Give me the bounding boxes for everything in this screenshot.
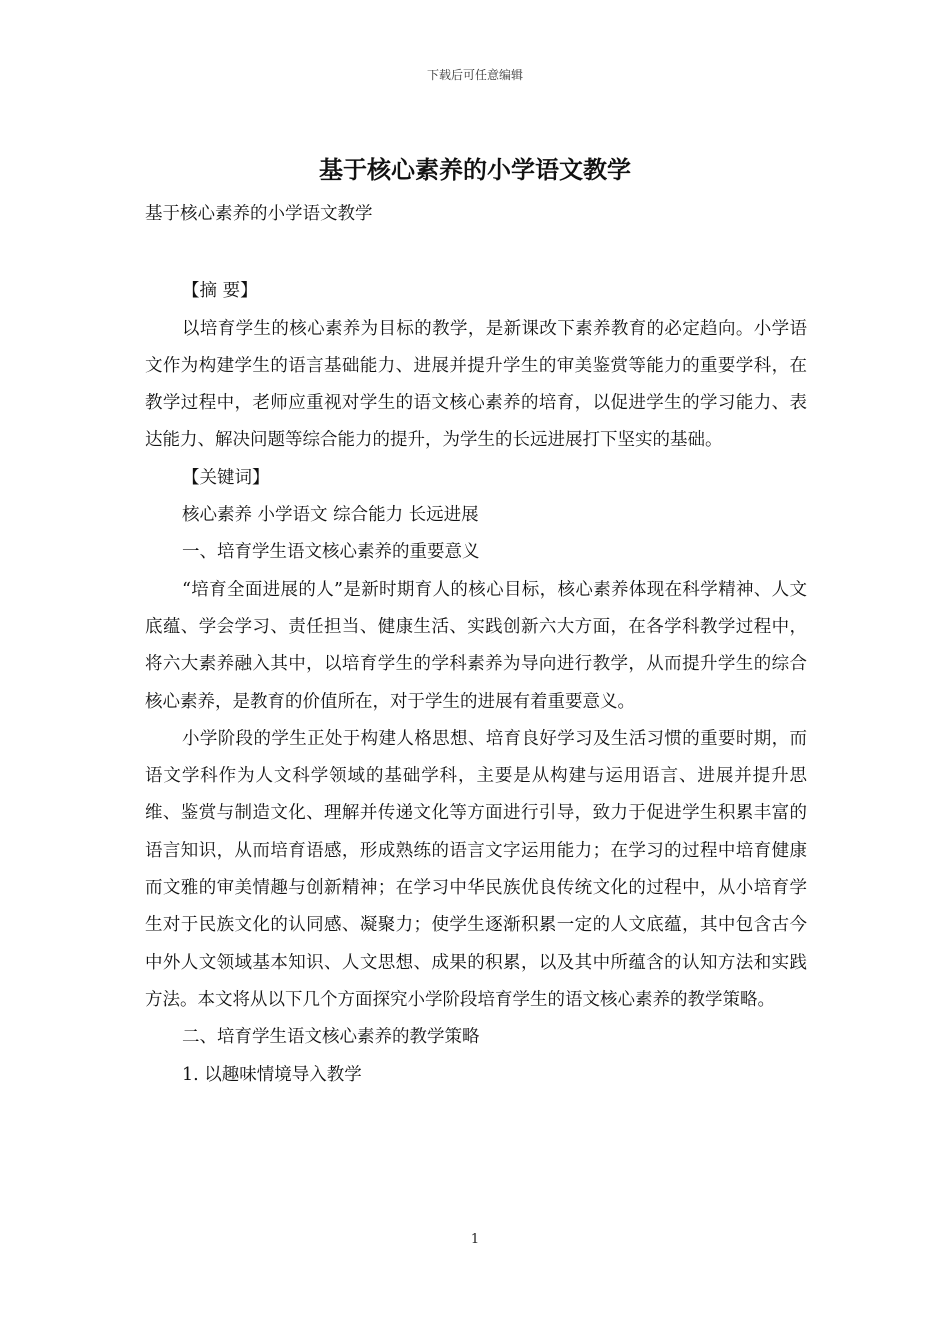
- page-number: 1: [470, 1232, 480, 1247]
- spacer: [145, 233, 807, 273]
- keywords-heading: 【关键词】: [182, 467, 270, 488]
- section-1-paragraph-2: 小学阶段的学生正处于构建人格思想、培育良好学习及生活习惯的重要时期，而语文学科作为人文科学领域的基础学科，主要是从构建与运用语言、进展并提升思维、鉴赏与制造文化、理解并传递文化等方面进行引导，致力于促进学生积累丰富的语言知识，从而培育语感，形成熟练的语言文字运用能力；在学习的过程中培育健康而文雅的审美情趣与创新精神；在学习中华民族优良传统文化的过程中，从小培育学生对于民族文化的认同感、凝聚力；使学生逐渐积累一定的人文底蕴，其中包含古今中外人文领域基本知识、人文思想、成果的积累，以及其中所蕴含的认知方法和实践方法。本文将从以下几个方面探究小学阶段培育学生的语文核心素养的教学策略。: [145, 728, 807, 1010]
- section-1-paragraph-1: “培育全面进展的人”是新时期育人的核心目标，核心素养体现在科学精神、人文底蕴、学会学习、责任担当、健康生活、实践创新六大方面，在各学科教学过程中，将六大素养融入其中，以培育学生的学科素养为导向进行教学，从而提升学生的综合核心素养，是教育的价值所在，对于学生的进展有着重要意义。: [145, 579, 807, 712]
- document-subtitle: 基于核心素养的小学语文教学: [145, 204, 373, 224]
- abstract-text: 以培育学生的核心素养为目标的教学，是新课改下素养教育的必定趋向。小学语文作为构建学生的语言基础能力、进展并提升学生的审美鉴赏等能力的重要学科，在教学过程中，老师应重视对学生的语文核心素养的培育，以促进学生的学习能力、表达能力、解决问题等综合能力的提升，为学生的长远进展打下坚实的基础。: [145, 318, 807, 451]
- page-title: 基于核心素养的小学语文教学: [319, 155, 631, 184]
- section-heading-2: 二、培育学生语文核心素养的教学策略: [182, 1027, 480, 1048]
- keywords-list: 核心素养 小学语文 综合能力 长远进展: [182, 505, 479, 526]
- subsection-heading-2-1: 1. 以趣味情境导入教学: [182, 1064, 362, 1085]
- section-heading-1: 一、培育学生语文核心素养的重要意义: [182, 542, 480, 563]
- abstract-heading: 【摘 要】: [182, 281, 258, 302]
- header-note: 下载后可任意编辑: [426, 68, 523, 82]
- document-body: [145, 196, 807, 1094]
